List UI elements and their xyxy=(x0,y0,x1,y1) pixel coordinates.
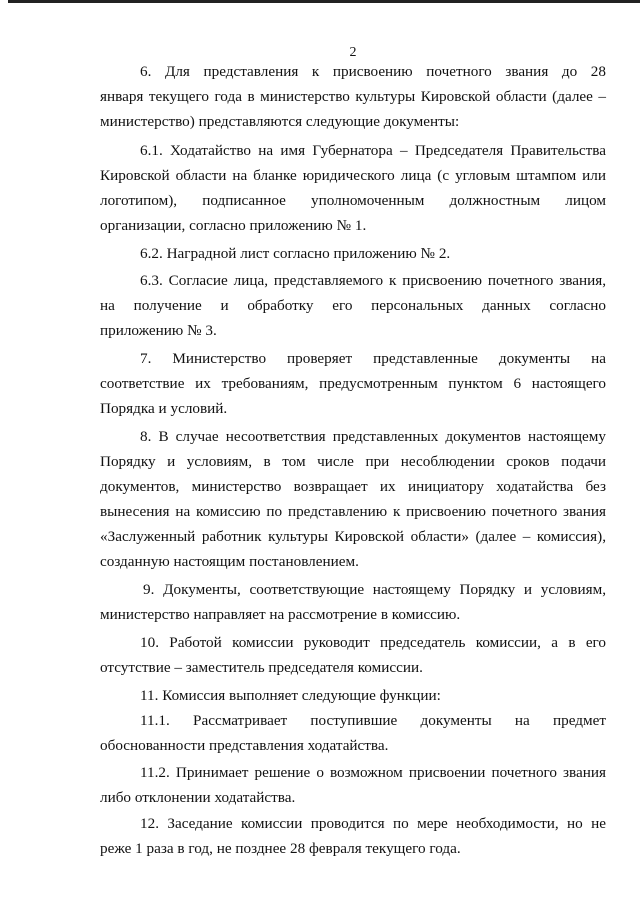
document-page xyxy=(100,0,606,905)
paragraph-8-line-4: вынесения на комиссию по представлению к присвоению почетного звания xyxy=(100,503,606,520)
paragraph-6-3-line-2: на получение и обработку его персональных данных согласно xyxy=(100,297,606,314)
paragraph-11-line-1: 11. Комиссия выполняет следующие функции: xyxy=(140,687,441,704)
paragraph-6-1-line-3: логотипом), подписанное уполномоченным должностным лицом xyxy=(100,192,606,209)
paragraph-6-line-3: министерство) представляются следующие документы: xyxy=(100,113,460,130)
paragraph-8-line-6: созданную настоящим постановлением. xyxy=(100,553,359,570)
paragraph-11-1-line-1: 11.1. Рассматривает поступившие документы на предмет xyxy=(140,712,606,729)
paragraph-8-line-2: Порядку и условиям, в том числе при несоблюдении сроков подачи xyxy=(100,453,606,470)
paragraph-6-2-line-1: 6.2. Наградной лист согласно приложению № 2. xyxy=(140,245,451,262)
paragraph-7-line-3: Порядка и условий. xyxy=(100,400,228,417)
paragraph-11-2-line-2: либо отклонении ходатайства. xyxy=(100,789,296,806)
paragraph-9-line-2: министерство направляет на рассмотрение в комиссию. xyxy=(100,606,461,623)
paragraph-7-line-1: 7. Министерство проверяет представленные документы на xyxy=(140,350,606,367)
paragraph-8-line-1: 8. В случае несоответствия представленных документов настоящему xyxy=(140,428,606,445)
paragraph-6-3-line-1: 6.3. Согласие лица, представляемого к присвоению почетного звания, xyxy=(140,272,606,289)
paragraph-6-3-line-3: приложению № 3. xyxy=(100,322,217,339)
paragraph-10-line-1: 10. Работой комиссии руководит председатель комиссии, а в его xyxy=(140,634,606,651)
paragraph-11-2-line-1: 11.2. Принимает решение о возможном присвоении почетного звания xyxy=(140,764,606,781)
paragraph-6-1-line-1: 6.1. Ходатайство на имя Губернатора – Председателя Правительства xyxy=(140,142,606,159)
paragraph-6-line-1: 6. Для представления к присвоению почетного звания до 28 xyxy=(140,63,606,80)
paragraph-6-1-line-4: организации, согласно приложению № 1. xyxy=(100,217,367,234)
paragraph-12-line-2: реже 1 раза в год, не позднее 28 февраля текущего года. xyxy=(100,840,461,857)
paragraph-12-line-1: 12. Заседание комиссии проводится по мере необходимости, но не xyxy=(140,815,606,832)
paragraph-6-line-2: января текущего года в министерство культуры Кировской области (далее – xyxy=(100,88,606,105)
paragraph-11-1-line-2: обоснованности представления ходатайства. xyxy=(100,737,389,754)
paragraph-6-1-line-2: Кировской области на бланке юридического лица (с угловым штампом или xyxy=(100,167,606,184)
paragraph-9-line-1: 9. Документы, соответствующие настоящему Порядку и условиям, xyxy=(143,581,606,598)
paragraph-8-line-3: документов, министерство возвращает их инициатору ходатайства без xyxy=(100,478,606,495)
paragraph-7-line-2: соответствие их требованиям, предусмотренным пунктом 6 настоящего xyxy=(100,375,606,392)
paragraph-8-line-5: «Заслуженный работник культуры Кировской области» (далее – комиссия), xyxy=(100,528,606,545)
page-number: 2 xyxy=(349,45,357,60)
paragraph-10-line-2: отсутствие – заместитель председателя комиссии. xyxy=(100,659,423,676)
